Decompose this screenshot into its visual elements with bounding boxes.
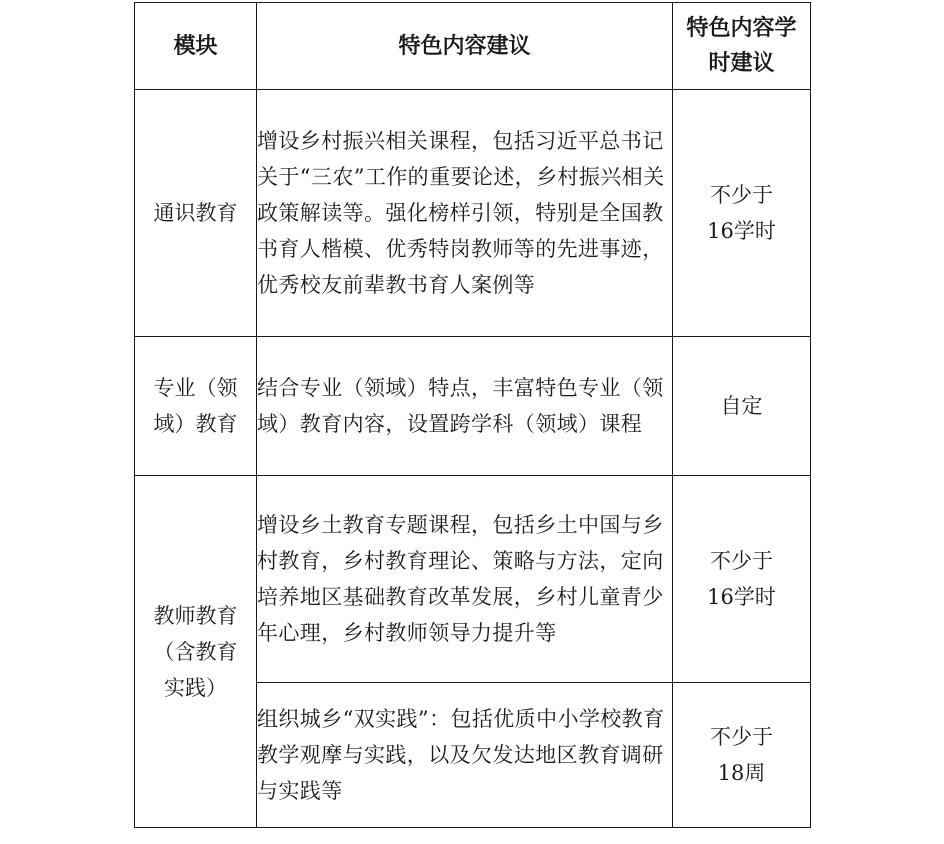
header-row [135, 3, 811, 90]
hours-line: 16学时 [707, 585, 776, 609]
module-label: 教师教育 [153, 603, 238, 628]
content-cell: 增设乡村振兴相关课程，包括习近平总书记关于“三农”工作的重要论述，乡村振兴相关政策解读等。强化榜样引领，特别是全国教书育人楷模、优秀特岗教师等的先进事迹，优秀校友前辈教书育人案例等 [257, 90, 673, 337]
header-module: 模块 [135, 3, 257, 90]
table-row [135, 476, 811, 683]
table-row [135, 337, 811, 476]
hours-cell [673, 683, 811, 828]
module-cell [135, 337, 257, 476]
module-label: 专业（领 [153, 376, 238, 400]
module-label: 域）教育 [153, 412, 238, 436]
header-content: 特色内容建议 [257, 3, 673, 90]
content-cell: 结合专业（领域）特点，丰富特色专业（领域）教育内容，设置跨学科（领域）课程 [257, 337, 673, 476]
hours-line: 18周 [717, 761, 766, 785]
content-cell: 增设乡土教育专题课程，包括乡土中国与乡村教育，乡村教育理论、策略与方法，定向培养地区基础教育改革发展，乡村儿童青少年心理，乡村教师领导力提升等 [257, 476, 673, 683]
hours-line: 16学时 [707, 219, 776, 243]
hours-line: 不少于 [710, 549, 773, 573]
module-label: （含教育 [153, 639, 238, 664]
header-hours-line2: 时建议 [708, 50, 775, 76]
curriculum-table [134, 2, 811, 828]
content-cell: 组织城乡“双实践”：包括优质中小学校教育教学观摩与实践，以及欠发达地区教育调研与实践等 [257, 683, 673, 828]
hours-cell [673, 476, 811, 683]
module-label: 通识教育 [153, 201, 238, 225]
module-cell [135, 90, 257, 337]
table-row [135, 90, 811, 337]
header-hours-line1: 特色内容学 [686, 15, 797, 41]
hours-line: 不少于 [710, 183, 773, 207]
hours-cell [673, 337, 811, 476]
hours-line: 自定 [720, 394, 763, 418]
module-cell [135, 476, 257, 828]
hours-line: 不少于 [710, 725, 773, 749]
header-hours [673, 3, 811, 90]
hours-cell [673, 90, 811, 337]
module-label: 实践） [164, 675, 227, 700]
